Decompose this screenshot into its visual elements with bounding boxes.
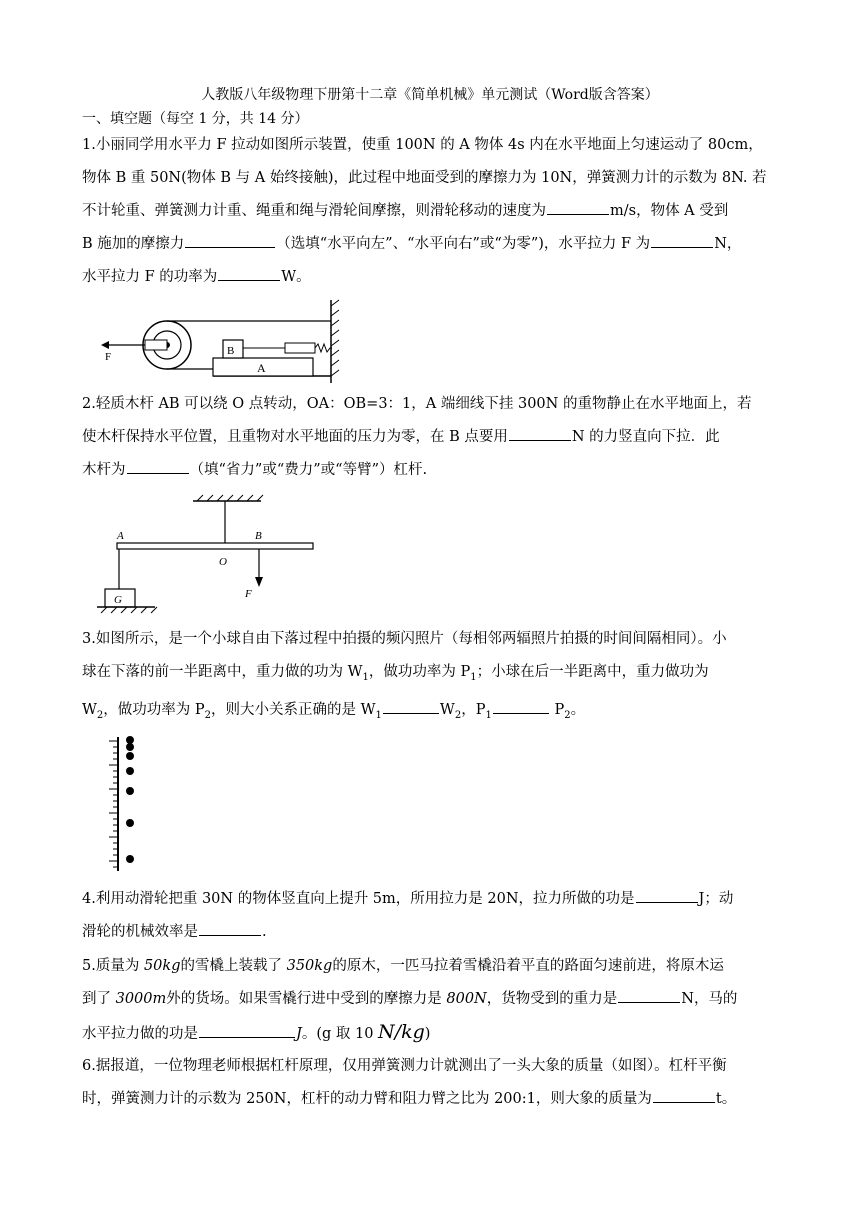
q1-line-2: 物体 B 重 50N(物体 B 与 A 始终接触)，此过程中地面受到的摩擦力为 10N，弹簧测力计的示数为 8N. 若 [82,170,767,186]
answer-blank[interactable] [493,699,549,714]
q1-text: m/s，物体 A 受到 [610,203,729,219]
label-F: F [245,588,252,600]
pulley-figure [95,298,355,388]
label-B: B [255,530,262,542]
answer-blank[interactable] [218,266,280,281]
answer-blank[interactable] [653,1088,715,1103]
label-A: A [257,361,266,375]
subscript: 2 [564,709,571,721]
q1-text: 水平拉力 F 的功率为 [82,269,218,285]
question-6 [82,1050,780,1116]
q5-text: 的雪橇上装载了 [180,958,287,974]
math-value: 800N [446,991,487,1007]
question-4 [82,883,780,949]
math-value: 3000m [115,991,167,1007]
question-5 [82,950,780,1051]
question-3 [82,623,780,732]
q5-text: 。(g 取 10 [301,1026,379,1042]
q3-text: ，做功功率为 P [368,664,471,680]
question-1 [82,129,780,294]
subscript: 1 [470,671,477,683]
answer-blank[interactable] [199,921,261,936]
q5-text: ) [424,1026,431,1042]
q5-text: ，货物受到的重力是 [486,991,618,1007]
q5-text: 外的货场。如果雪橇行进中受到的摩擦力是 [166,991,447,1007]
q1-text: W。 [281,269,311,285]
q3-text: ，P [461,701,486,718]
q3-text: 球在下落的前一半距离中，重力做的功为 W [82,664,363,680]
label-F: F [105,351,112,363]
q3-text: ；小球在后一半距离中，重力做功为 [476,664,709,680]
q5-text: 5.质量为 [82,958,144,974]
q2-text: 使木杆保持水平位置，且重物对水平地面的压力为零，在 B 点要用 [82,429,508,445]
q2-line-2 [82,421,780,454]
q3-line-2 [82,656,780,694]
q4-text: J；动 [698,891,734,907]
q2-text: N 的力竖直向下拉．此 [571,429,720,445]
q2-line-3 [82,454,780,487]
subscript: 1 [362,671,369,683]
q3-text: W [82,701,97,718]
math-value: 350kg [286,958,333,974]
q4-text: 4.利用动滑轮把重 30N 的物体竖直向上提升 5m，所用拉力是 20N，拉力所做的功是 [82,891,635,907]
q4-text: . [262,924,267,940]
q3-line-3 [82,694,780,732]
answer-blank[interactable] [651,233,713,248]
q4-text: 滑轮的机械效率是 [82,924,198,940]
q6-text: 时，弹簧测力计的示数为 250N，杠杆的动力臂和阻力臂之比为 200:1，则大象的质量为 [82,1091,652,1107]
subscript: 1 [375,709,382,721]
q1-text: B 施加的摩擦力 [82,236,185,252]
q2-line-1: 2.轻质木杆 AB 可以绕 O 点转动，OA：OB=3：1，A 端细线下挂 300N 的重物静止在水平地面上，若 [82,396,752,412]
q6-line-2 [82,1083,780,1116]
q2-text: 木杆为 [82,462,126,478]
q1-line-1: 1.小丽同学用水平力 F 拉动如图所示装置，使重 100N 的 A 物体 4s 内在水平地面上匀速运动了 80cm， [82,137,763,153]
q2-text: （填“省力”或“费力”或“等臂”）杠杆. [189,462,428,478]
math-value: N/kg [378,1021,425,1043]
q1-text: （选填“水平向左”、“水平向右”或“为零”)，水平拉力 F 为 [276,236,651,252]
q1-line-4 [82,228,780,261]
q4-line-1 [82,883,780,916]
answer-blank[interactable] [547,200,609,215]
subscript: 2 [454,709,462,721]
subscript: 2 [204,709,212,721]
label-O: O [219,556,227,568]
q3-text: P [549,701,565,718]
document-title: 人教版八年级物理下册第十二章《简单机械》单元测试（Word版含答案） [201,87,659,103]
math-value: J [296,1026,302,1042]
q1-text: 不计轮重、弹簧测力计重、绳重和绳与滑轮间摩擦，则滑轮移动的速度为 [82,203,546,219]
question-2 [82,388,780,487]
lever-figure [95,493,325,615]
q5-text: N，马的 [681,991,738,1007]
label-G: G [114,594,122,606]
q3-text: ，则大小关系正确的是 W [211,701,376,718]
answer-blank[interactable] [127,459,189,474]
subscript: 1 [485,709,492,721]
q3-text: W [439,701,455,718]
q5-line-1 [82,950,780,983]
q5-line-3 [82,1016,780,1051]
answer-blank[interactable] [185,233,275,248]
section-heading: 一、填空题（每空 1 分，共 14 分） [82,111,309,127]
label-A: A [117,530,124,542]
q3-line-1: 3.如图所示，是一个小球自由下落过程中拍摄的频闪照片（每相邻两辐照片拍摄的时间间隔相同）。小 [82,631,727,647]
q3-text: 。 [570,701,586,718]
math-value: 50kg [143,958,181,974]
q1-text: N， [714,236,742,252]
q1-line-3 [82,195,780,228]
strobe-photo-figure [104,735,144,875]
label-B: B [227,345,235,357]
q5-line-2 [82,983,780,1016]
answer-blank[interactable] [199,1023,295,1038]
q3-text: ，做功功率为 P [103,701,205,718]
answer-blank[interactable] [383,699,439,714]
answer-blank[interactable] [618,988,680,1003]
answer-blank[interactable] [509,426,571,441]
q1-line-5 [82,261,780,294]
q5-text: 到了 [82,991,116,1007]
q6-text: t。 [715,1091,737,1107]
q5-text: 的原木，一匹马拉着雪橇沿着平直的路面匀速前进，将原木运 [332,958,724,974]
q4-line-2 [82,916,780,949]
q6-line-1: 6.据报道，一位物理老师根据杠杆原理，仅用弹簧测力计就测出了一头大象的质量（如图）。杠杆平衡 [82,1058,727,1074]
q5-text: 水平拉力做的功是 [82,1026,198,1042]
subscript: 2 [96,709,104,721]
answer-blank[interactable] [636,888,698,903]
